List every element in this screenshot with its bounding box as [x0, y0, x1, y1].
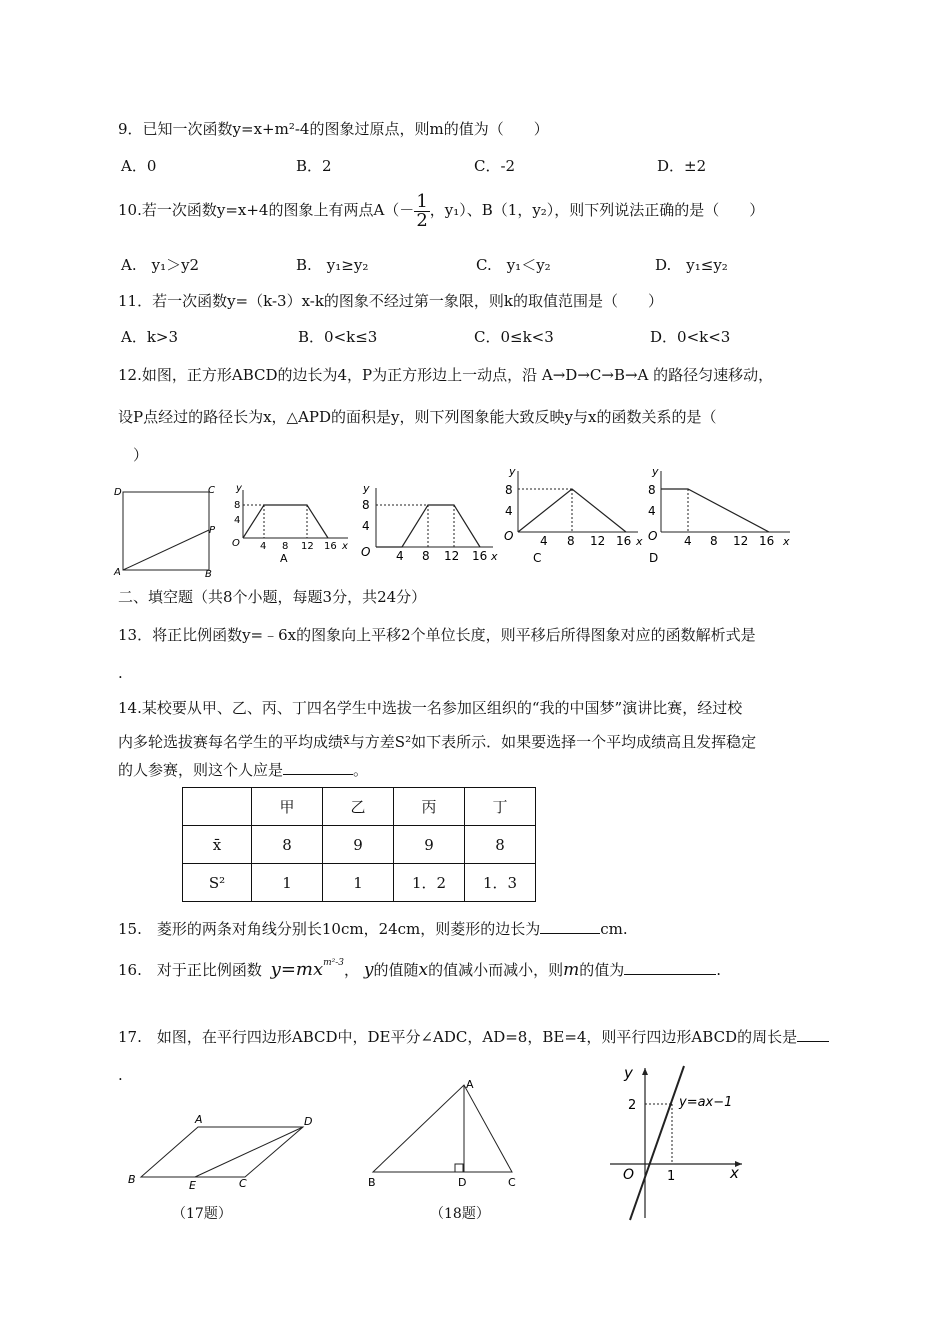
q12-axis-tops — [500, 465, 670, 483]
fig19-line — [630, 1066, 684, 1220]
graph-d-caption: D — [649, 551, 659, 565]
graph-a-y-label: y — [236, 483, 242, 494]
q14-answer-blank[interactable] — [283, 774, 353, 775]
graph-c-y-label: y — [509, 465, 516, 478]
table-cell: 9 — [323, 826, 394, 864]
q10-option-d: D. y₁≤y₂ — [655, 256, 728, 274]
graph-d-tick-x8: 8 — [710, 534, 718, 548]
fig17-label-b: B — [128, 1173, 136, 1186]
q14-line1: 14.某校要从甲、乙、丙、丁四名学生中选拔一名参加区组织的“我的中国梦”演讲比赛，经过校 — [118, 699, 743, 717]
graph-d-x-label: x — [783, 535, 790, 548]
graph-a — [232, 483, 348, 565]
graph-b-tick-x8: 8 — [422, 549, 430, 563]
segment-de — [195, 1127, 303, 1177]
table-header-cell: 乙 — [323, 788, 394, 826]
q12-line2: 设P点经过的路径长为x，△APD的面积是y，则下列图象能大致反映y与x的函数关系的是（ — [118, 408, 717, 426]
table-row — [183, 826, 536, 864]
fig18-label-d: D — [458, 1176, 467, 1189]
graph-a-tick-x16: 16 — [324, 541, 337, 552]
q12-line3: ） — [133, 446, 149, 464]
graph-b-tick-y4: 4 — [362, 519, 370, 533]
table-cell: 9 — [394, 826, 465, 864]
label-p: P — [209, 525, 216, 536]
table-cell: x̄ — [183, 826, 252, 864]
q11-option-a: A．k>3 — [121, 328, 179, 346]
q11-option-c: C．0≤k<3 — [474, 328, 554, 346]
graph-d-tick-x12: 12 — [733, 534, 749, 548]
fig18-label-b: B — [368, 1176, 376, 1189]
table-header-cell: 丙 — [394, 788, 465, 826]
graph-b-x-label: x — [491, 550, 498, 563]
label-a: A — [114, 567, 121, 578]
table-header-row — [183, 788, 536, 826]
q10-option-c: C. y₁＜y₂ — [476, 256, 551, 274]
q9-option-c: C．-2 — [474, 157, 516, 175]
graph-c-x-label: x — [636, 535, 643, 548]
graph-c-tick-x12: 12 — [590, 534, 606, 548]
q16-pre: 16. 对于正比例函数 — [118, 961, 262, 979]
graph-c-tick-x4: 4 — [540, 534, 548, 548]
graph-c — [504, 478, 643, 565]
fig19-y-arrow — [642, 1068, 648, 1075]
table-header-cell: 甲 — [252, 788, 323, 826]
q14-line3-end: 。 — [353, 761, 369, 779]
q10-stem-pre: 10.若一次函数y=x+4的图象上有两点A（－ — [118, 201, 415, 219]
graph-c-tick-y4: 4 — [505, 504, 513, 518]
q17-text: 17. 如图，在平行四边形ABCD中，DE平分∠ADC，AD=8，BE=4，则平行四边形ABCD的周长是 — [118, 1028, 798, 1046]
q12-line1: 12.如图，正方形ABCD的边长为4，P为正方形边上一动点，沿 A→D→C→B→A 的路径匀速移动， — [118, 366, 774, 384]
table-cell: S² — [183, 864, 252, 902]
segment-ap — [123, 530, 209, 570]
fig19-tick-y: 2 — [628, 1098, 637, 1113]
q10-stem — [118, 190, 764, 230]
q12-square-figure — [113, 485, 216, 578]
table-cell: 8 — [465, 826, 536, 864]
q10-option-b: B. y₁≥y₂ — [296, 256, 369, 274]
q14-line2-pre: 内多轮选拔赛每名学生的平均成绩 — [118, 733, 344, 751]
graph-d-tick-y8: 8 — [648, 483, 656, 497]
graph-b-y-label: y — [363, 482, 370, 495]
q14-line2-mid: 与方差S²如下表所示．如果要选择一个平均成绩高且发挥稳定 — [349, 733, 757, 751]
graph-a-caption: A — [280, 552, 288, 565]
square-outline — [123, 492, 209, 570]
q12-figures — [108, 478, 798, 578]
graph-b-tick-x12: 12 — [444, 549, 460, 563]
fig18-caption: （18题） — [430, 1206, 490, 1222]
q17-line1 — [118, 1026, 829, 1047]
q17-answer-blank[interactable] — [797, 1041, 829, 1042]
graph-a-x-label: x — [342, 541, 348, 552]
q16-comma: ， — [344, 961, 360, 979]
q9-option-b: B．2 — [296, 157, 332, 175]
q16-mid3: 的值减小而减小，则 — [428, 961, 564, 979]
table-cell: 8 — [252, 826, 323, 864]
q10-fraction — [414, 190, 429, 231]
graph-d-origin: O — [648, 529, 658, 543]
q14-xbar: x̄ — [343, 733, 350, 747]
fig17-label-e: E — [189, 1179, 196, 1190]
q16-formula-mx: =mx — [280, 959, 324, 980]
triangle-outline — [373, 1085, 512, 1172]
q15-text: 15. 菱形的两条对角线分别长10cm，24cm，则菱形的边长为 — [118, 920, 541, 938]
q10-frac-num: 1 — [416, 190, 428, 212]
graph-a-tick-x4: 4 — [260, 541, 267, 552]
label-d: D — [114, 487, 122, 498]
q14-score-table — [182, 787, 536, 902]
right-angle-mark — [455, 1164, 463, 1172]
table-row — [183, 864, 536, 902]
q14-line3-text: 的人参赛，则这个人应是 — [118, 761, 284, 779]
graph-d-curve — [661, 489, 769, 532]
q9-stem: 9．已知一次函数y=x+m²-4的图象过原点，则m的值为（ ） — [118, 120, 549, 138]
q16-y: y — [363, 960, 374, 980]
q16-x: x — [418, 960, 429, 980]
fig17-label-a: A — [195, 1113, 203, 1126]
graph-a-tick-x8: 8 — [282, 541, 289, 552]
graph-c-tick-x8: 8 — [567, 534, 575, 548]
graph-b-tick-x16: 16 — [472, 549, 488, 563]
graph-c-tick-y8: 8 — [505, 483, 513, 497]
graph-b — [361, 482, 498, 563]
label-c: C — [208, 485, 215, 496]
q13-line2: . — [118, 664, 123, 682]
parallelogram-outline — [141, 1127, 303, 1177]
q9-option-d: D．±2 — [657, 157, 707, 175]
graph-c-origin: O — [504, 529, 514, 543]
graph-c-tick-x16: 16 — [616, 534, 632, 548]
table-cell: 1 — [252, 864, 323, 902]
q15-answer-blank[interactable] — [540, 933, 600, 934]
fig17-parallelogram — [125, 1110, 325, 1190]
graph-d-tick-x16: 16 — [759, 534, 775, 548]
fig18-label-a: A — [466, 1080, 474, 1091]
q16-formula-y: y — [270, 959, 281, 980]
fig17-caption: （17题） — [172, 1206, 232, 1222]
fig19-tick-x: 1 — [667, 1169, 676, 1184]
q11-stem: 11．若一次函数y=（k-3）x-k的图象不经过第一象限，则k的取值范围是（ ） — [118, 292, 664, 310]
graph-d-tick-y4: 4 — [648, 504, 656, 518]
graph-a-tick-y8: 8 — [234, 500, 241, 511]
fig18-triangle — [360, 1080, 530, 1190]
fig19-y-label: y — [624, 1064, 633, 1082]
q10-option-a: A. y₁＞y2 — [121, 256, 200, 274]
graph-a-tick-x12: 12 — [301, 541, 314, 552]
q10-frac-den: 2 — [416, 209, 428, 231]
graph-d — [648, 478, 790, 565]
q14-line2 — [118, 731, 756, 752]
fig19-graph — [600, 1062, 760, 1222]
q13-line1: 13．将正比例函数y=﹣6x的图象向上平移2个单位长度，则平移后所得图象对应的函数解析式是 — [118, 626, 756, 644]
graph-b-tick-x4: 4 — [396, 549, 404, 563]
table-header-cell — [183, 788, 252, 826]
fig19-x-label: x — [730, 1164, 739, 1182]
graph-b-tick-y8: 8 — [362, 498, 370, 512]
fig17-label-c: C — [239, 1177, 247, 1190]
graph-a-curve — [243, 505, 328, 538]
fig19-origin: O — [623, 1167, 635, 1183]
q15-unit: cm. — [600, 920, 628, 938]
graph-d-y-label: y — [652, 465, 659, 478]
q9-option-a: A．0 — [121, 157, 157, 175]
q16-post: 的值为 — [579, 961, 625, 979]
graph-c-caption: C — [533, 551, 542, 565]
q11-option-d: D．0<k<3 — [650, 328, 731, 346]
fig17-label-d: D — [304, 1115, 313, 1128]
q17-line2: . — [118, 1066, 123, 1084]
q10-stem-post: ，y₁）、B（1，y₂），则下列说法正确的是（ ） — [429, 201, 765, 219]
q16-end: . — [716, 961, 721, 979]
fig19-line-label: y=ax−1 — [679, 1095, 733, 1110]
graph-a-origin: O — [232, 538, 240, 549]
q16-answer-blank[interactable] — [624, 974, 716, 975]
table-cell: 1．2 — [394, 864, 465, 902]
fig18-label-c: C — [508, 1176, 516, 1189]
graph-a-tick-y4: 4 — [234, 515, 241, 526]
q16-mid2: 的值随 — [373, 961, 419, 979]
graph-b-origin: O — [361, 545, 371, 559]
label-b: B — [205, 569, 212, 578]
graph-d-tick-x4: 4 — [684, 534, 692, 548]
q16-formula-exp: m²-3 — [323, 958, 345, 968]
table-cell: 1．3 — [465, 864, 536, 902]
section-2-title: 二、填空题（共8个小题，每题3分，共24分） — [118, 588, 427, 606]
table-cell: 1 — [323, 864, 394, 902]
q11-option-b: B．0<k≤3 — [298, 328, 378, 346]
table-header-cell: 丁 — [465, 788, 536, 826]
q16-stem — [118, 958, 721, 980]
q15-stem — [118, 918, 628, 939]
q16-m: m — [563, 960, 580, 980]
q14-line3 — [118, 759, 368, 780]
